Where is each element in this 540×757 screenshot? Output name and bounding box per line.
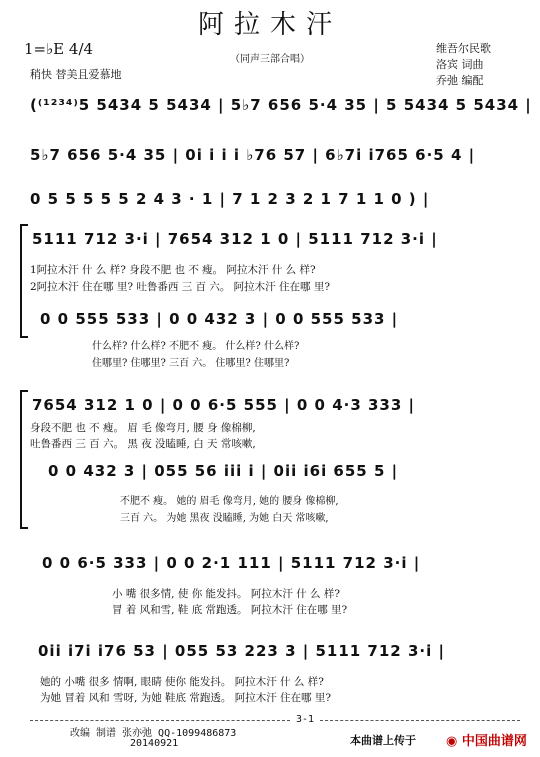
key-signature: 1=♭E 4/4: [24, 40, 94, 58]
intro-line-1: (⁽¹²³⁴⁾5 5434 5 5434 | 5♭7 656 5·4 35 | 5 5434 5 5434 |: [30, 96, 532, 114]
song-subtitle: （同声三部合唱）: [230, 54, 310, 65]
system-4-lyric-2: 为她 冒着 风和 雪呀, 为她 鞋底 常跑透。 阿拉木汗 住在哪 里?: [40, 692, 332, 704]
system-1-lower-lyric-1: 什么样? 什么样? 不肥不 瘦。 什么样? 什么样?: [92, 341, 300, 352]
system-4-lyric-1: 她的 小嘴 很多 情啊, 眼睛 使你 能发抖。 阿拉木汗 什 么 样?: [40, 676, 324, 688]
logo-text: 中国曲谱网: [461, 734, 527, 749]
song-title: 阿拉木汗: [197, 10, 342, 40]
upload-notice: 本曲谱上传于: [350, 734, 416, 747]
credit-lyrics: 洛宾 词曲: [436, 58, 484, 71]
system-2-lyric-2: 吐鲁番西 三 百 六。 黑 夜 没瞌睡, 白 天 常咳嗽,: [30, 438, 256, 450]
system-4-upper: 0ii i7i i76 53 | 055 53 223 3 | 5111 712 3·i |: [38, 642, 445, 660]
system-2-lyric-1: 身段不肥 也 不 瘦。 眉 毛 像弯月, 腰 身 像棉柳,: [30, 422, 256, 434]
system-3-lyric-1: 小 嘴 很多情, 使 你 能发抖。 阿拉木汗 什 么 样?: [112, 588, 341, 600]
system-2-lower: 0 0 432 3 | 055 56 iii i | 0ii i6i 655 5 |: [48, 462, 399, 480]
system-1-lyric-2: 2阿拉木汗 住在哪 里? 吐鲁番西 三 百 六。 阿拉木汗 住在哪 里?: [30, 281, 330, 293]
intro-line-3: 0 5 5 5 5 5 2 4 3 · 1 | 7 1 2 3 2 1 7 1 1 0 ) |: [30, 190, 430, 208]
system-1-lyric-1: 1阿拉木汗 什 么 样? 身段不肥 也 不 瘦。 阿拉木汗 什 么 样?: [30, 264, 316, 276]
arrangement-date: 20140921: [130, 738, 179, 749]
system-2-bracket: [20, 390, 28, 529]
system-3-lyric-2: 冒 着 风和雪, 鞋 底 常跑透。 阿拉木汗 住在哪 里?: [112, 604, 348, 616]
tempo-marking: 稍快 替美且爱慕地: [30, 68, 122, 81]
site-logo[interactable]: [446, 730, 527, 749]
intro-line-2: 5♭7 656 5·4 35 | 0i i i i ♭76 57 | 6♭7i i765 6·5 4 |: [30, 146, 476, 164]
system-2-lower-lyric-2: 三百 六。 为她 黑夜 没瞌睡, 为她 白天 常咳嗽,: [120, 513, 329, 524]
credit-origin: 维吾尔民歌: [436, 42, 491, 55]
system-2-upper: 7654 312 1 0 | 0 0 6·5 555 | 0 0 4·3 333 |: [32, 396, 415, 414]
system-3-upper: 0 0 6·5 333 | 0 0 2·1 111 | 5111 712 3·i |: [42, 554, 421, 572]
arranger-contact: 改编 制谱 张亦弛 QQ-1099486873: [70, 728, 237, 739]
system-1-lower: 0 0 555 533 | 0 0 432 3 | 0 0 555 533 |: [40, 310, 399, 328]
system-2-lower-lyric-1: 不肥不 瘦。 她的 眉毛 像弯月, 她的 腰身 像棉柳,: [120, 496, 339, 507]
system-1-bracket: [20, 224, 28, 338]
page-number: 3-1: [296, 714, 315, 725]
system-1-lower-lyric-2: 住哪里? 住哪里? 三百 六。 住哪里? 住哪里?: [92, 358, 290, 369]
credit-arranger: 乔弛 编配: [436, 74, 484, 87]
system-1-upper: 5111 712 3·i | 7654 312 1 0 | 5111 712 3·i |: [32, 230, 438, 248]
footer-rule-left: [30, 720, 290, 721]
footer-rule-right: [320, 720, 520, 721]
logo-mark-icon: ◉: [446, 734, 458, 749]
